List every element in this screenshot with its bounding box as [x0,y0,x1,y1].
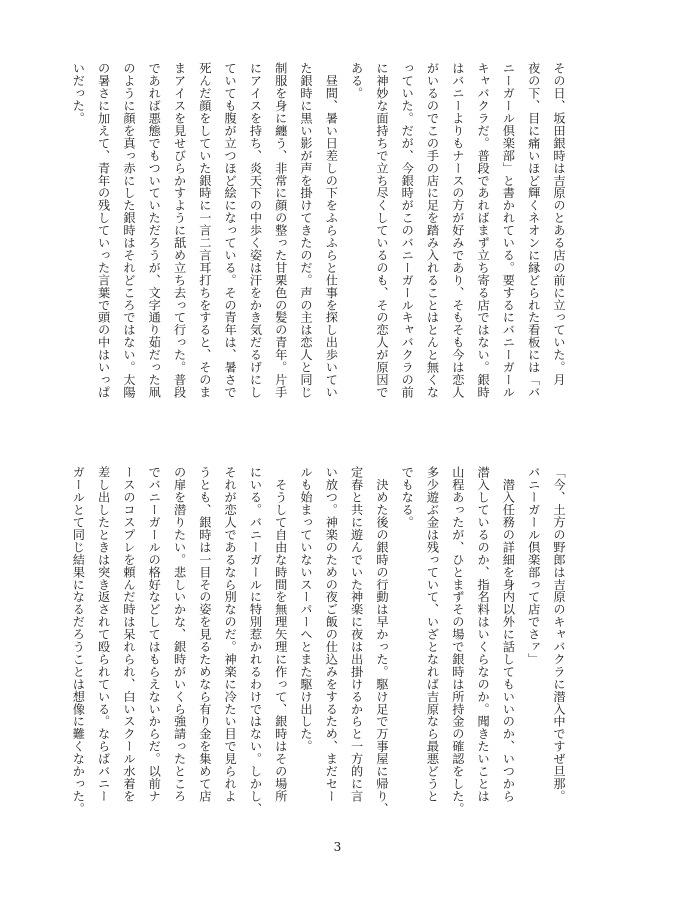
text-column: まアイスを見せびらかすように舐め立ち去って行った。普段 [172,62,187,399]
text-column: ガールとて同じ結果になるだろうことは想像に難くなかった。 [71,466,86,815]
text-column: ニーガール倶楽部」と書かれている。要するにバニーガール [501,62,516,399]
text-column: 死んだ顔をしていた銀時に一言二言耳打ちをすると、そのま [197,62,212,399]
text-column: 昼間、暑い日差しの下をふらふらと仕事を探し出歩いてい [324,62,339,399]
text-column: 潜入任務の詳細を身内以外に話してもいいのか、いつから [501,466,516,803]
text-column: そうして自由な時間を無理矢理に作って、銀時はその場所 [273,466,288,803]
text-column: に神妙な面持ちで立ち尽くしているのも、その恋人が原因で [374,62,389,399]
text-column: 潜入しているのか、指名料はいくらなのか。聞きたいことは [476,466,491,803]
text-column: でもなる。 [400,466,415,529]
text-column: はバニーよりもナースの方が好みであり、そもそも今は恋人 [450,62,465,399]
lower-text-block [71,466,571,815]
text-column: のように顔を真っ赤にした銀時はそれどころではない。太陽 [121,62,136,399]
text-column: でバニーガールの格好などしてはもらえないからだ。以前ナ [147,466,162,803]
text-column: キャバクラだ。普段であればまず立ち寄る店ではない。銀時 [476,62,491,399]
text-column: 「今、土方の野郎は吉原のキャバクラに潜入中ですぜ旦那。 [552,466,566,803]
text-column: ていても腹が立つほど絵になっている。その青年は、暑さで [223,62,238,399]
text-column: バニーガール倶楽部って店でさァ」 [526,466,541,666]
text-column: ルも始まっていないスーパーへとまた駆け出した。 [299,466,314,753]
text-column: 決めた後の銀時の行動は早かった。駆け足で万事屋に帰り、 [374,466,389,815]
text-column: 山程あったが、ひとまずその場で銀時は所持金の確認をした。 [450,466,465,815]
text-column: ある。 [349,62,364,100]
text-column: の暑さに加えて、青年の残していった言葉で頭の中はいっぱ [96,62,111,399]
text-column: いだった。 [71,62,86,125]
upper-text-block [71,62,571,402]
text-column: にアイスを持ち、炎天下の中歩く姿は汗をかき気だるげにし [248,62,263,399]
text-column: 夜の下、目に痛いほど輝くネオンに縁どられた看板には「バ [526,62,541,399]
text-column: 差し出したときは突き返されて殴られている。ならばバニー [96,466,111,803]
text-column: の扉を潜りたい。悲しいかな、銀時がいくら強請ったところ [172,466,187,803]
text-column: がいるのでこの手の店に足を踏み入れることはとんと無くな [425,62,440,399]
text-column: っていた。だが、今銀時がこのバニーガールキャバクラの前 [400,62,415,399]
text-column: うとも、銀時は一目その姿を見るためなら有り金を集めて店 [197,466,212,803]
text-column: であれば悪態でもついていただろうが、文字通り茹だった凧 [147,62,162,399]
text-column: 多少遊ぶ金は残っていて、いざとなれば吉原なら最悪どうと [425,466,440,803]
text-column: た銀時に黒い影が声を掛けてきたのだ。声の主は恋人と同じ [299,62,314,399]
text-column: その日、坂田銀時は吉原のとある店の前に立っていた。月 [552,62,566,386]
text-column: 制服を身に纏う、非常に顔の整った甘栗色の髪の青年。片手 [273,62,288,399]
text-column: い放つ。神楽のための夜ご飯の仕込みをするため、まだセー [324,466,339,803]
text-column: にいる。バニーガールに特別惹かれるわけではない。しかし、 [248,466,263,815]
text-column: それが恋人であるなら別なのだ。神楽に冷たい目で見られよ [223,466,238,803]
text-column: 定春と共に遊んでいた神楽に夜は出掛けるからと一方的に言 [349,466,364,803]
page-number: 3 [333,840,342,854]
text-column: ースのコスプレを頼んだ時は呆れられ、白いスクール水着を [121,466,136,803]
